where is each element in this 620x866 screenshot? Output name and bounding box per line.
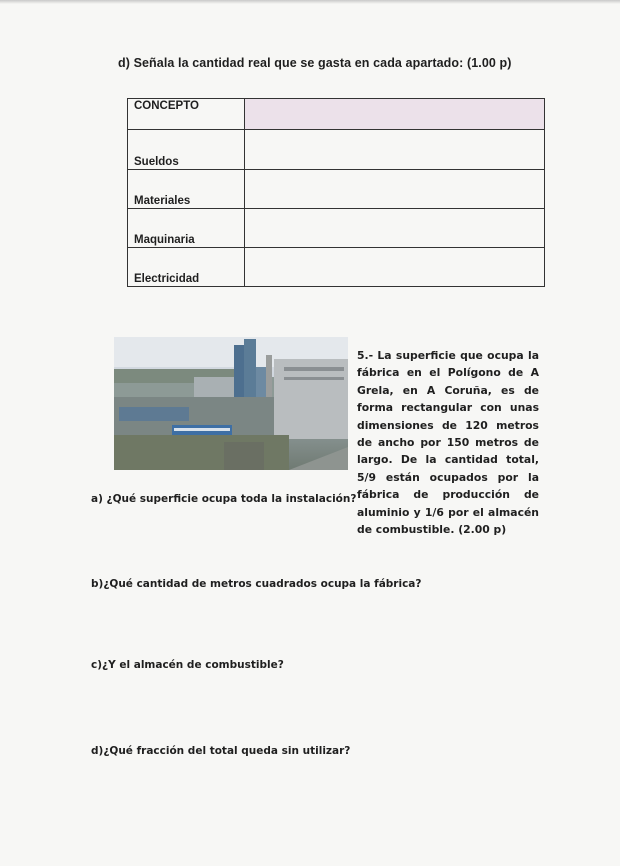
table-row-label: Materiales xyxy=(128,170,245,209)
factory-photo xyxy=(114,337,348,470)
problem-5-statement: 5.- La superficie que ocupa la fábrica en el Polígono de A Grela, en A Coruña, es de forma rectangular con unas dimensiones de 120 metros de ancho por 150 metros de largo. De la cantidad total, 5/9 están ocupados por la fábrica de producción de aluminio y 1/6 por el almacén de combustible. (2.00 p) xyxy=(357,349,539,537)
question-d: d)¿Qué fracción del total queda sin utilizar? xyxy=(91,745,351,757)
table-row-answer-cell[interactable] xyxy=(245,209,545,248)
question-c: c)¿Y el almacén de combustible? xyxy=(91,659,284,671)
section-d-heading: d) Señala la cantidad real que se gasta en cada apartado: (1.00 p) xyxy=(118,56,512,70)
table-header-concepto: CONCEPTO xyxy=(128,99,245,130)
table-header-row xyxy=(128,99,545,130)
table-row xyxy=(128,248,545,287)
table-header-value-cell xyxy=(245,99,545,130)
page-edge xyxy=(0,0,620,4)
table-row-label: Electricidad xyxy=(128,248,245,287)
question-a: a) ¿Qué superficie ocupa toda la instalación? xyxy=(91,493,357,505)
table-row xyxy=(128,170,545,209)
table-row-label: Maquinaria xyxy=(128,209,245,248)
table-row-answer-cell[interactable] xyxy=(245,248,545,287)
table-row-label: Sueldos xyxy=(128,130,245,170)
table-row-answer-cell[interactable] xyxy=(245,130,545,170)
table-row xyxy=(128,130,545,170)
table-row xyxy=(128,209,545,248)
question-b: b)¿Qué cantidad de metros cuadrados ocupa la fábrica? xyxy=(91,578,422,590)
table-row-answer-cell[interactable] xyxy=(245,170,545,209)
cost-table xyxy=(127,98,545,287)
factory-illustration xyxy=(114,337,348,470)
